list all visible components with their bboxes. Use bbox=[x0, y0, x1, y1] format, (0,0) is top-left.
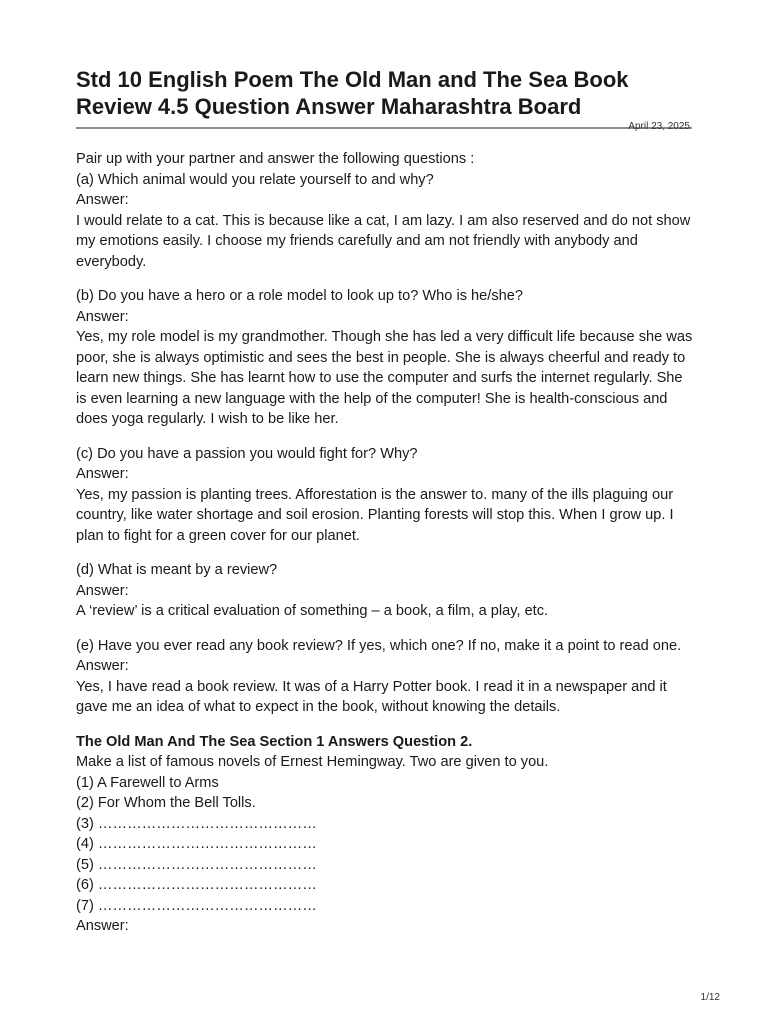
question-text: (d) What is meant by a review? bbox=[76, 562, 278, 578]
answer-text: Yes, my passion is planting trees. Afforestation is the answer to. many of the ills plaguing our country, like water shortage and soil erosion. Planting forests will stop this. When I grow up. I plan to fight for a green cover for our planet. bbox=[76, 486, 674, 544]
article-body bbox=[76, 149, 696, 937]
answer-label: Answer: bbox=[76, 192, 129, 208]
question-text: (a) Which animal would you relate yourself to and why? bbox=[76, 171, 434, 188]
qa-item-e bbox=[76, 636, 696, 718]
intro-text: Pair up with your partner and answer the following questions : bbox=[76, 151, 475, 167]
list-item: (1) A Farewell to Arms bbox=[76, 774, 219, 791]
answer-label: Answer: bbox=[76, 466, 129, 482]
answer-text: A ‘review’ is a critical evaluation of something – a book, a film, a play, etc. bbox=[76, 603, 549, 619]
answer-text: Yes, my role model is my grandmother. Though she has led a very difficult life because she was poor, she is always optimistic and sees the best in people. She is always cheerful and ready to learn new things. She has learnt how to use the computer and surfs the internet regularly. She is even learning a new language with the help of the computer! She is health-conscious and does yoga regularly. I wish to be like her. bbox=[76, 329, 693, 427]
answer-text: I would relate to a cat. This is because like a cat, I am lazy. I am also reserved and do not show my emotions easily. I choose my friends carefully and am not friendly with anybody and everybody. bbox=[76, 212, 691, 270]
qa-item-b bbox=[76, 286, 696, 430]
list-item: (4) ……………………………………… bbox=[76, 836, 317, 852]
answer-text: Yes, I have read a book review. It was of a Harry Potter book. I read it in a newspaper and it gave me an idea of what to expect in the book, without knowing the details. bbox=[76, 678, 667, 715]
question-text: (e) Have you ever read any book review? If yes, which one? If no, make it a point to read one. bbox=[76, 637, 682, 654]
publish-date: April 23, 2025 bbox=[628, 121, 690, 132]
question-text: (b) Do you have a hero or a role model to look up to? Who is he/she? bbox=[76, 288, 523, 304]
title-divider bbox=[76, 127, 692, 129]
section-question-2 bbox=[76, 732, 696, 937]
page-number: 1/12 bbox=[700, 992, 720, 1003]
qa-item-a bbox=[76, 170, 696, 273]
qa-item-d bbox=[76, 560, 696, 622]
answer-label: Answer: bbox=[76, 918, 129, 934]
qa-item-c bbox=[76, 444, 696, 547]
section-instruction: Make a list of famous novels of Ernest Hemingway. Two are given to you. bbox=[76, 754, 549, 770]
answer-label: Answer: bbox=[76, 308, 129, 325]
list-item: (3) ……………………………………… bbox=[76, 815, 317, 832]
list-item: (6) ……………………………………… bbox=[76, 877, 317, 893]
answer-label: Answer: bbox=[76, 582, 129, 599]
list-item: (7) ……………………………………… bbox=[76, 897, 317, 914]
question-text: (c) Do you have a passion you would fight for? Why? bbox=[76, 445, 418, 462]
page-title: Std 10 English Poem The Old Man and The Sea Book Review 4.5 Question Answer Maharashtra Board bbox=[76, 67, 629, 119]
answer-label: Answer: bbox=[76, 658, 129, 674]
section-heading: The Old Man And The Sea Section 1 Answers Question 2. bbox=[76, 733, 473, 750]
list-item: (5) ……………………………………… bbox=[76, 856, 317, 873]
list-item: (2) For Whom the Bell Tolls. bbox=[76, 795, 256, 811]
